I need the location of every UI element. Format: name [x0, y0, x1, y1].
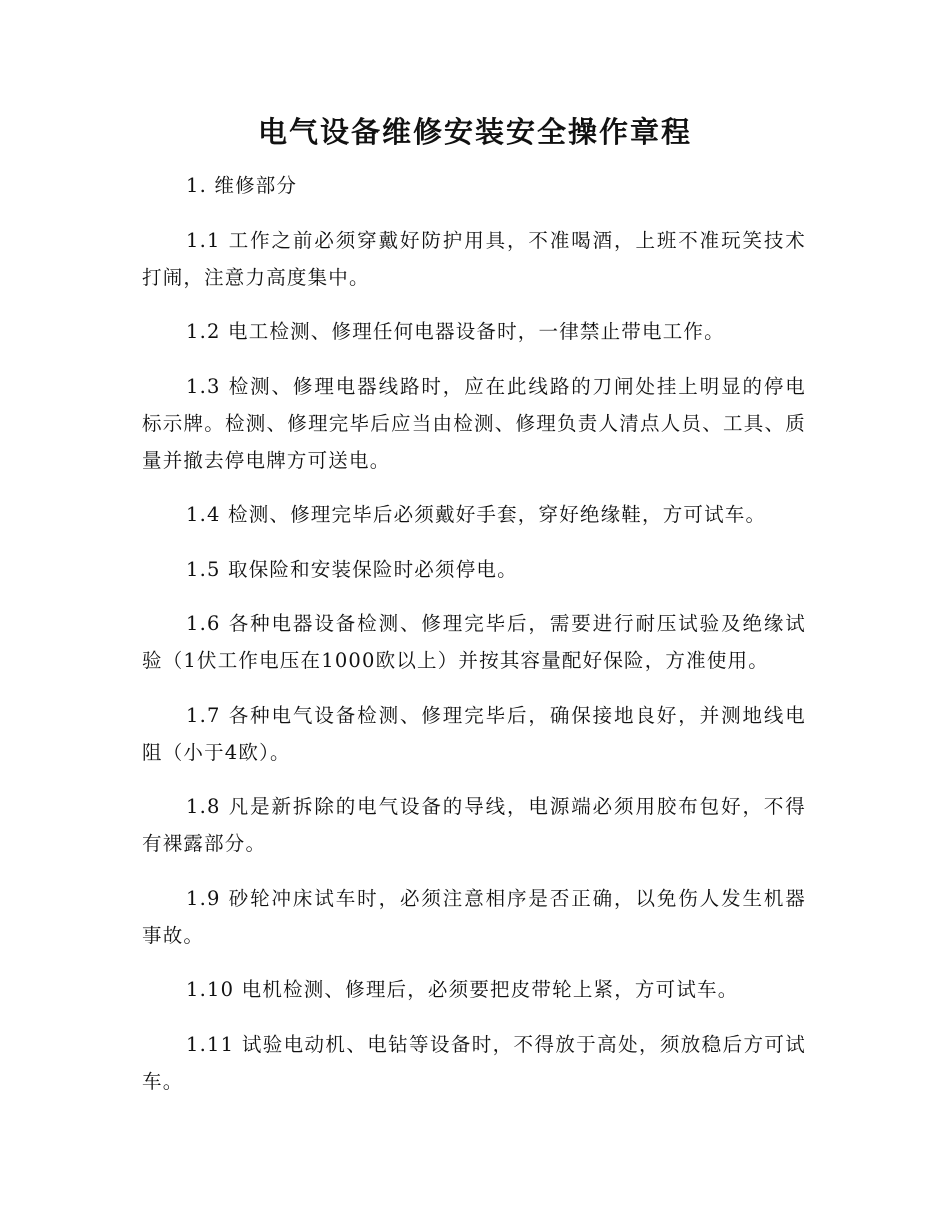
- paragraph-1-7: 1.7 各种电气设备检测、修理完毕后，确保接地良好，并测地线电阻（小于4欧）。: [142, 703, 806, 764]
- paragraph-1-6: 1.6 各种电器设备检测、修理完毕后，需要进行耐压试验及绝缘试验（1伏工作电压在1000欧以上）并按其容量配好保险，方准使用。: [142, 612, 806, 672]
- paragraph-1-4: 1.4 检测、修理完毕后必须戴好手套，穿好绝缘鞋，方可试车。: [186, 503, 767, 526]
- paragraph-1-5: 1.5 取保险和安装保险时必须停电。: [186, 557, 518, 581]
- paragraph-1-10: 1.10 电机检测、修理后，必须要把皮带轮上紧，方可试车。: [186, 978, 739, 1001]
- paragraph-1-2: 1.2 电工检测、修理任何电器设备时，一律禁止带电工作。: [186, 320, 725, 343]
- paragraph-1-1: 1.1 工作之前必须穿戴好防护用具，不准喝酒，上班不准玩笑技术打闹，注意力高度集中。: [142, 228, 806, 289]
- section-heading: 1. 维修部分: [186, 174, 298, 197]
- paragraph-1-9: 1.9 砂轮冲床试车时，必须注意相序是否正确，以免伤人发生机器事故。: [142, 886, 806, 947]
- paragraph-1-3: 1.3 检测、修理电器线路时，应在此线路的刀闸处挂上明显的停电标示牌。检测、修理完毕后应当由检测、修理负责人清点人员、工具、质量并撤去停电牌方可送电。: [142, 374, 806, 472]
- document-body: [142, 167, 806, 1117]
- paragraph-1-8: 1.8 凡是新拆除的电气设备的导线，电源端必须用胶布包好，不得有裸露部分。: [142, 795, 806, 855]
- document-title: 电气设备维修安装安全操作章程: [257, 115, 692, 149]
- paragraph-1-11: 1.11 试验电动机、电钻等设备时，不得放于高处，须放稳后方可试车。: [142, 1032, 806, 1093]
